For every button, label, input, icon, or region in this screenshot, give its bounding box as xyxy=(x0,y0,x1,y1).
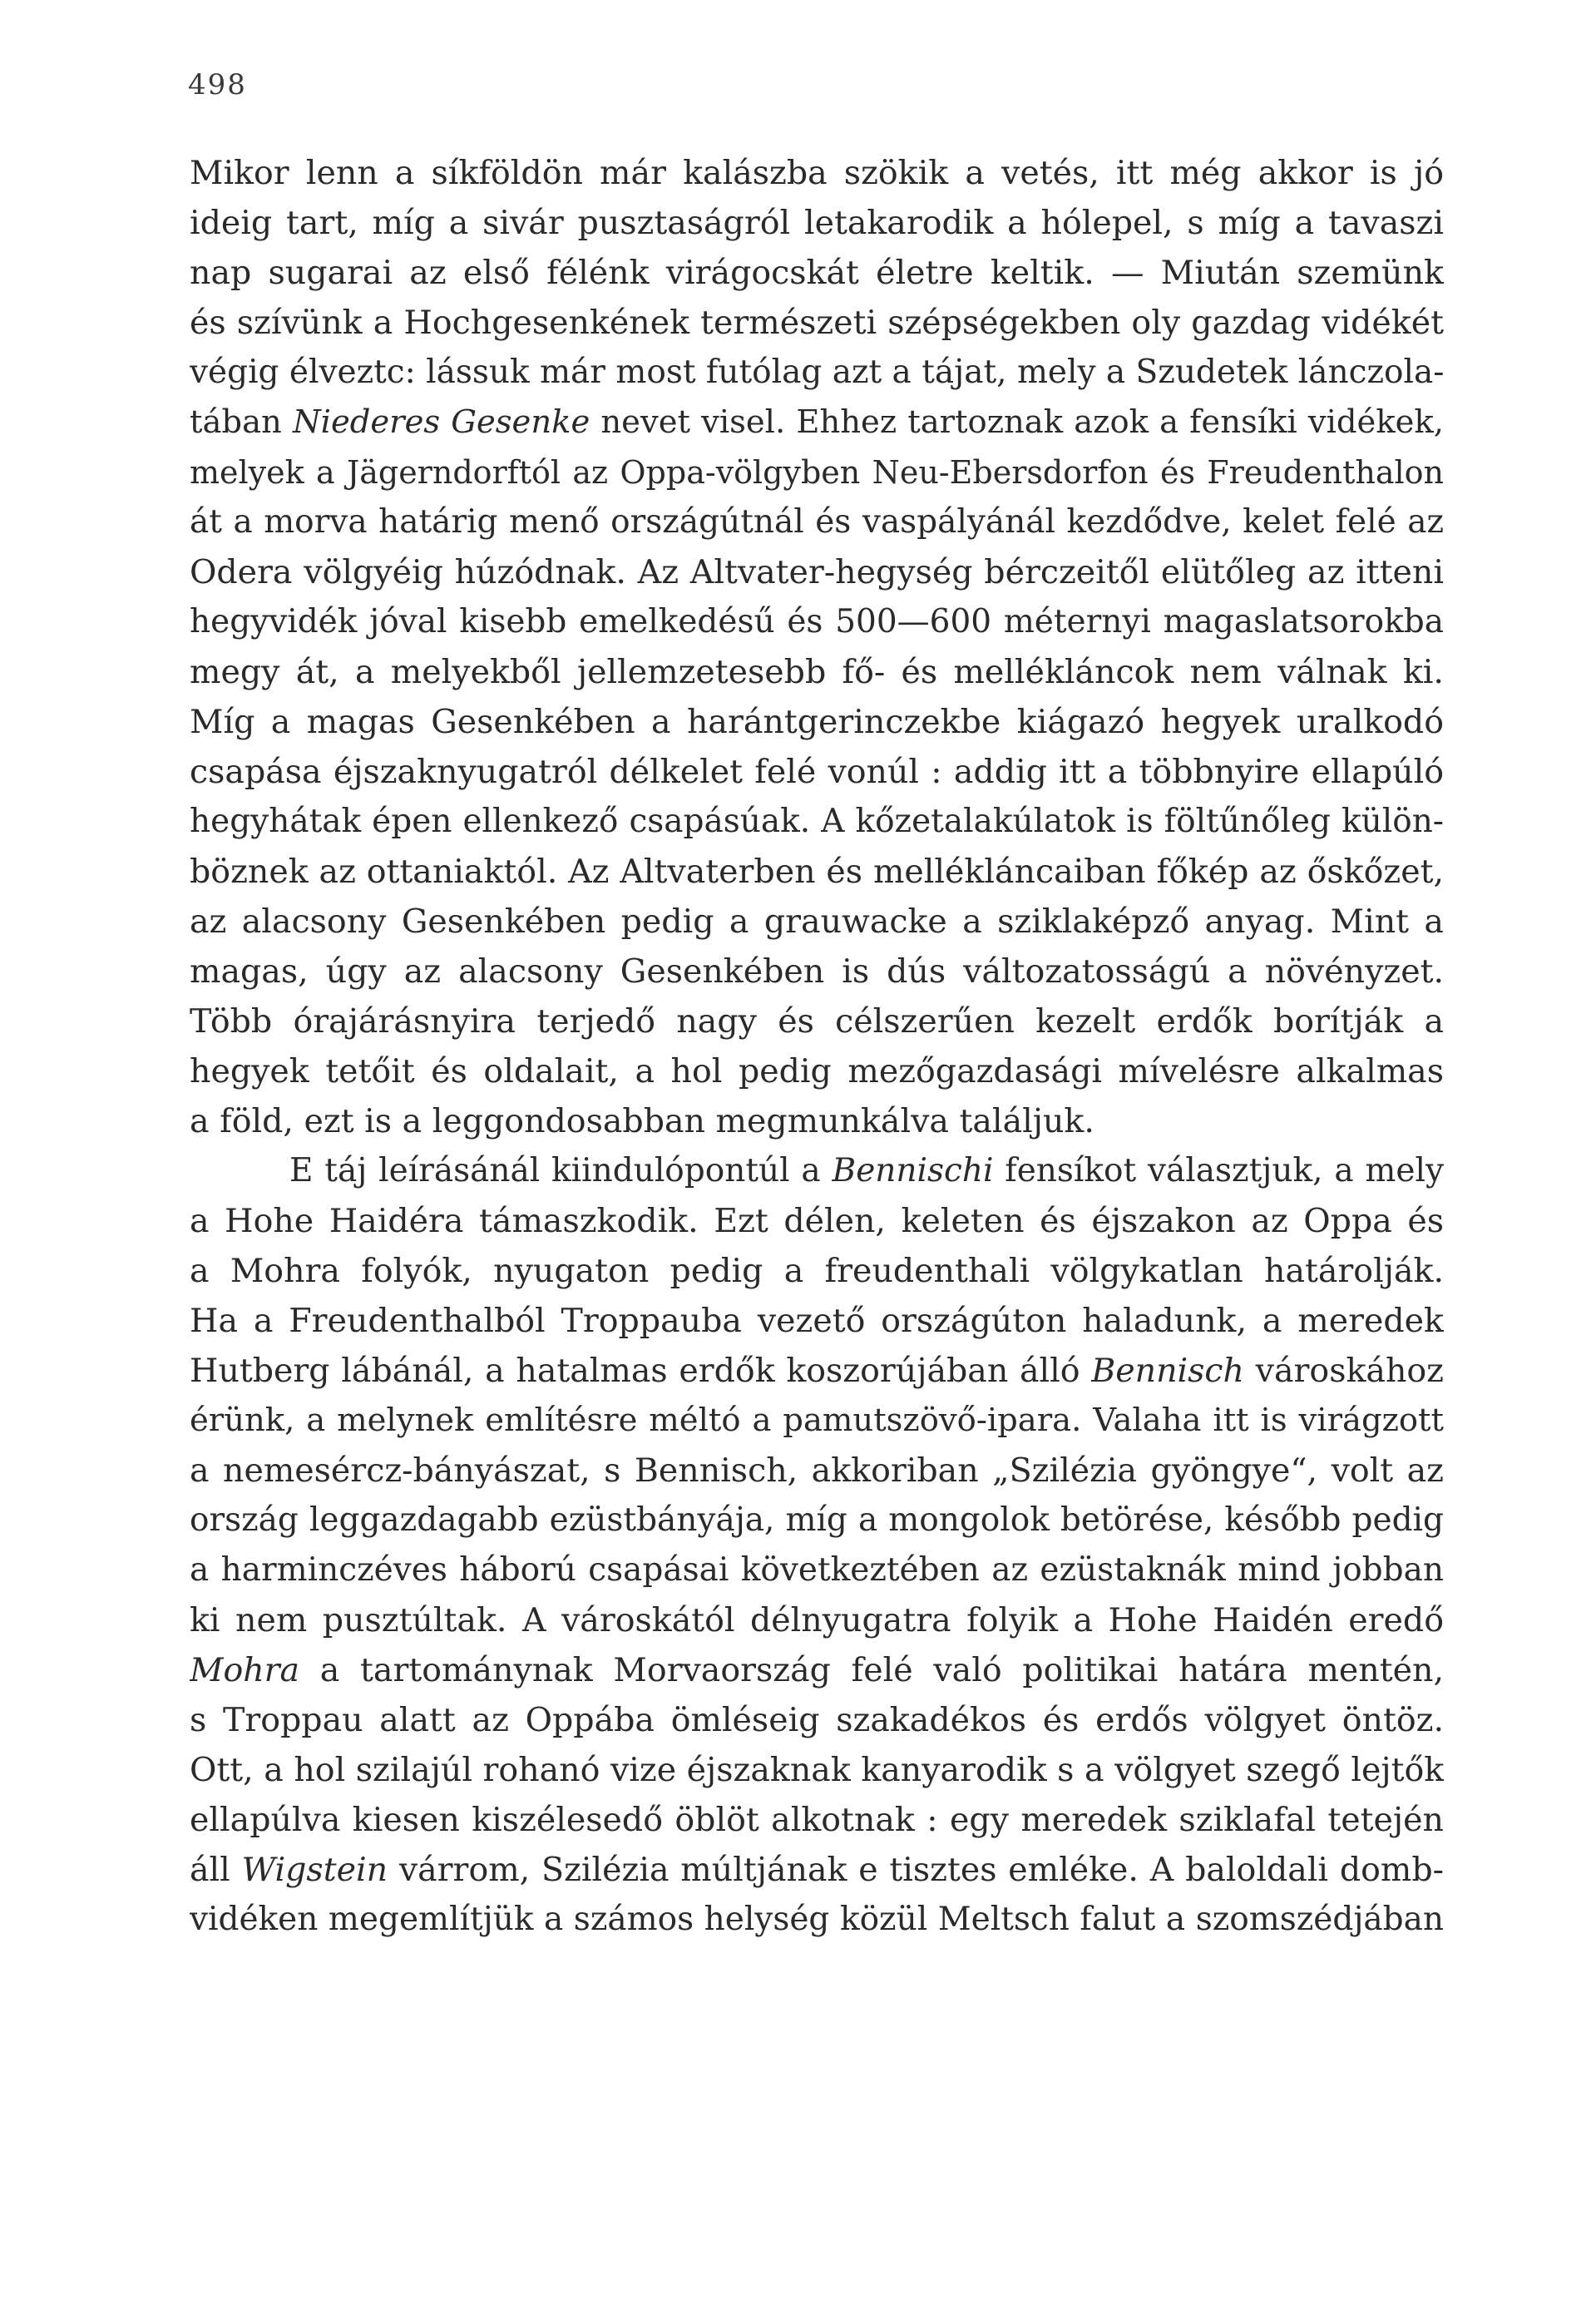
text-line: böznek az ottaniaktól. Az Altvaterben és mellékláncaiban főkép az őskőzet, xyxy=(190,853,1444,891)
text-line: Odera völgyéig húzódnak. Az Altvater-hegység bérczeitől elütőleg az itteni xyxy=(190,553,1444,591)
text-line: a Mohra folyók, nyugaton pedig a freudenthali völgykatlan határolják. xyxy=(190,1252,1444,1290)
text-line: csapása éjszaknyugatról délkelet felé vonúl : addig itt a többnyire ellapúló xyxy=(190,753,1444,791)
text-line: ellapúlva kiesen kiszélesedő öblöt alkotnak : egy meredek sziklafal tetején xyxy=(190,1801,1444,1839)
text-segment: várrom, Szilézia múltjának e tisztes emléke. A baloldali domb- xyxy=(388,1851,1444,1889)
italic-place-name: Wigstein xyxy=(241,1851,388,1889)
text-segment: tában xyxy=(190,403,293,441)
text-line: ideig tart, míg a sivár pusztaságról letakarodik a hólepel, s míg a tavaszi xyxy=(190,204,1444,242)
text-line: megy át, a melyekből jellemzetesebb fő- és mellékláncok nem válnak ki. xyxy=(190,653,1444,691)
text-line: a harminczéves háború csapásai következtében az ezüstaknák mind jobban xyxy=(190,1551,1444,1589)
text-line: a Hohe Haidéra támaszkodik. Ezt délen, keleten és éjszakon az Oppa és xyxy=(190,1202,1444,1240)
text-line: Mikor lenn a síkföldön már kalászba szökik a vetés, itt még akkor is jó xyxy=(190,154,1444,192)
text-line: és szívünk a Hochgesenkének természeti szépségekben oly gazdag vidékét xyxy=(190,304,1444,342)
text-line: a föld, ezt is a leggondosabban megmunkálva találjuk. xyxy=(190,1102,1094,1140)
text-line: Ha a Freudenthalból Troppauba vezető országúton haladunk, a meredek xyxy=(190,1302,1444,1340)
text-line: nap sugarai az első félénk virágocskát életre keltik. — Miután szemünk xyxy=(190,254,1444,292)
text-line xyxy=(190,1346,1444,1396)
page-number: 498 xyxy=(188,68,247,101)
text-segment: a tartománynak Morvaország felé való politikai határa mentén, xyxy=(299,1651,1444,1689)
text-line: a nemesércz-bányászat, s Bennisch, akkoriban „Szilézia gyöngye“, volt az xyxy=(190,1451,1444,1490)
text-line xyxy=(190,398,1444,447)
text-line: magas, úgy az alacsony Gesenkében is dús változatosságú a növényzet. xyxy=(190,952,1444,991)
text-line: érünk, a melynek említésre méltó a pamutszövő-ipara. Valaha itt is virágzott xyxy=(190,1402,1444,1439)
text-line: át a morva határig menő országútnál és vaspályánál kezdődve, kelet felé az xyxy=(190,503,1444,541)
italic-place-name: Mohra xyxy=(190,1651,300,1689)
text-line: ország leggazdagabb ezüstbányája, míg a mongolok betörése, később pedig xyxy=(190,1501,1444,1539)
text-segment: fensíkot választjuk, a mely xyxy=(993,1152,1444,1189)
text-line: melyek a Jägerndorftól az Oppa-völgyben Neu-Ebersdorfon és Freudenthalon xyxy=(190,454,1444,491)
text-segment: E táj leírásánál kiindulópontúl a xyxy=(289,1152,833,1189)
italic-place-name: Niederes Gesenke xyxy=(292,403,590,441)
text-line: Ott, a hol szilajúl rohanó vize éjszaknak kanyarodik s a völgyet szegő lejtők xyxy=(190,1751,1444,1789)
text-line: az alacsony Gesenkében pedig a grauwacke a sziklaképző anyag. Mint a xyxy=(190,902,1444,941)
text-segment: nevet visel. Ehhez tartoznak azok a fensíki vidékek, xyxy=(590,403,1444,441)
text-line: Míg a magas Gesenkében a harántgerinczekbe kiágazó hegyek uralkodó xyxy=(190,703,1444,741)
text-line xyxy=(190,1146,1444,1196)
text-line: vidéken megemlítjük a számos helység közül Meltsch falut a szomszédjában xyxy=(190,1901,1444,1938)
italic-place-name: Bennischi xyxy=(832,1152,994,1189)
italic-place-name: Bennisch xyxy=(1091,1352,1244,1390)
text-line: s Troppau alatt az Oppába ömléseig szakadékos és erdős völgyet öntöz. xyxy=(190,1701,1444,1739)
text-segment: Hutberg lábánál, a hatalmas erdők koszorújában álló xyxy=(190,1352,1092,1390)
text-line xyxy=(190,1845,1444,1895)
text-segment: áll xyxy=(190,1851,242,1889)
text-line: hegyvidék jóval kisebb emelkedésű és 500—600 méternyi magaslatsorokba xyxy=(190,603,1444,640)
text-line xyxy=(190,1645,1444,1695)
body-text xyxy=(190,148,1444,1945)
text-line: ki nem pusztúltak. A városkától délnyugatra folyik a Hohe Haidén eredő xyxy=(190,1601,1444,1639)
text-line: hegyhátak épen ellenkező csapásúak. A kőzetalakúlatok is föltűnőleg külön- xyxy=(190,803,1444,840)
text-segment: városkához xyxy=(1244,1352,1444,1390)
text-line: végig élveztc: lássuk már most futólag azt a tájat, mely a Szudetek lánczola- xyxy=(190,354,1444,391)
text-line: hegyek tetőit és oldalait, a hol pedig mezőgazdasági mívelésre alkalmas xyxy=(190,1052,1444,1090)
text-line: Több órajárásnyira terjedő nagy és célszerűen kezelt erdők borítják a xyxy=(190,1002,1444,1041)
